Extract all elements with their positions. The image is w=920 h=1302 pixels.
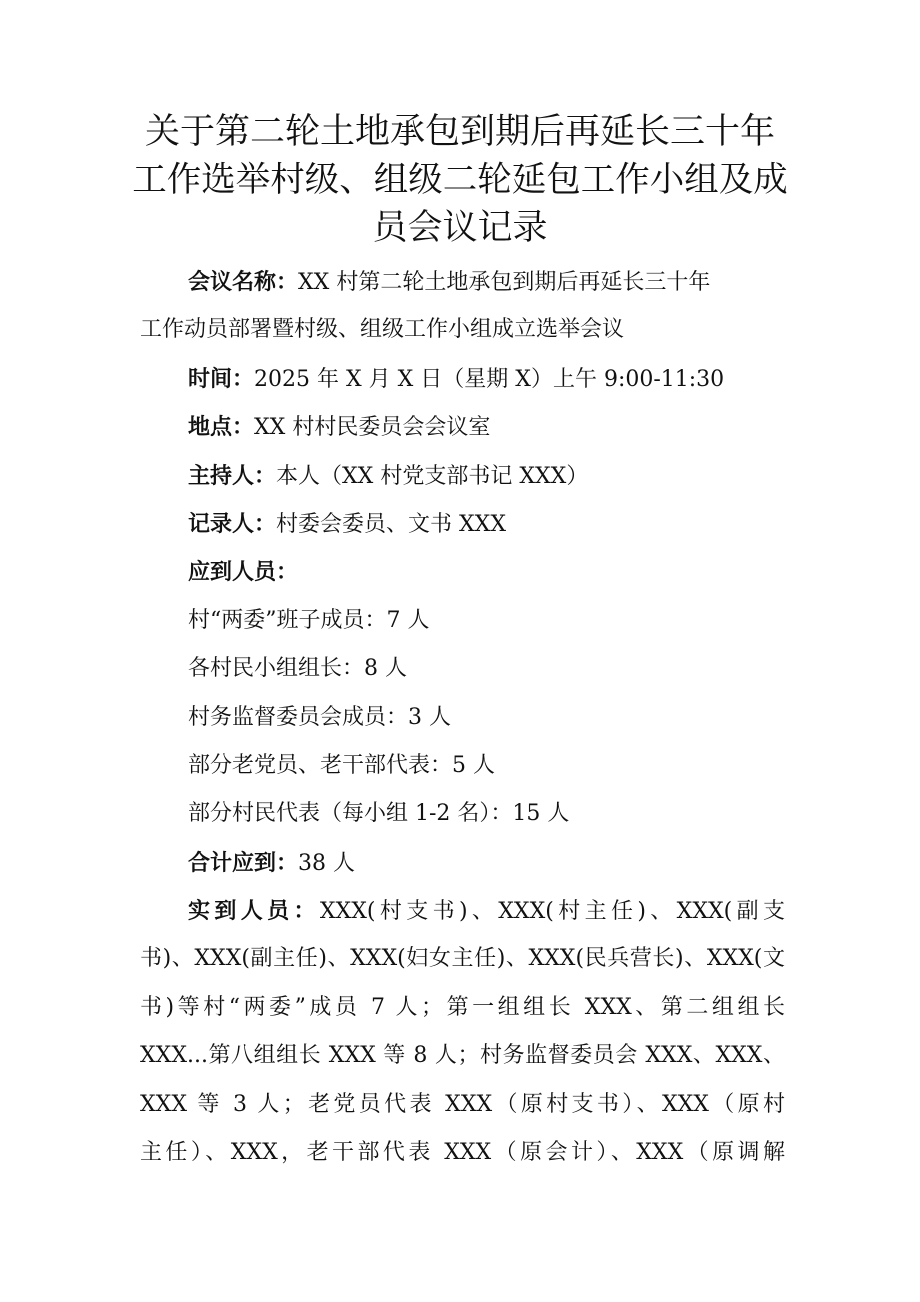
meeting-name-value: XX 村第二轮土地承包到期后再延长三十年 bbox=[298, 270, 711, 295]
meeting-name-label: 会议名称： bbox=[188, 269, 299, 295]
expected-item: 部分老党员、老干部代表：5 人 bbox=[188, 752, 495, 778]
actual-text-1: XXX(村支书)、XXX(村主任)、XXX(副支 bbox=[319, 899, 785, 925]
total-expected-line bbox=[140, 839, 785, 887]
location-value: XX 村村民委员会会议室 bbox=[254, 415, 491, 441]
actual-line-6: 主任）、XXX，老干部代表 XXX（原会计）、XXX（原调解 bbox=[140, 1140, 785, 1166]
expected-heading bbox=[140, 548, 785, 596]
location-line bbox=[140, 403, 785, 451]
host-line bbox=[140, 452, 785, 500]
time-value: 2025 年 X 月 X 日（星期 X）上午 9:00-11:30 bbox=[254, 366, 725, 392]
recorder-value: 村委会委员、文书 XXX bbox=[276, 511, 506, 537]
actual-line-1 bbox=[140, 887, 785, 935]
expected-item: 部分村民代表（每小组 1-2 名）：15 人 bbox=[188, 801, 570, 827]
meeting-name-continuation: 工作动员部署暨村级、组级工作小组成立选举会议 bbox=[140, 317, 625, 343]
expected-item: 村务监督委员会成员：3 人 bbox=[188, 704, 451, 730]
recorder-label: 记录人： bbox=[188, 510, 277, 537]
expected-item: 村“两委”班子成员：7 人 bbox=[188, 607, 430, 633]
time-label: 时间： bbox=[188, 365, 255, 392]
total-expected-label: 合计应到： bbox=[188, 849, 299, 876]
actual-line-3: 书)等村“两委”成员 7 人；第一组组长 XXX、第二组组长 bbox=[140, 994, 785, 1020]
document-body bbox=[140, 258, 785, 1177]
actual-line-5: XXX 等 3 人；老党员代表 XXX（原村支书）、XXX（原村 bbox=[140, 1091, 785, 1117]
document-title bbox=[130, 108, 790, 252]
title-line-1: 关于第二轮土地承包到期后再延长三十年 bbox=[144, 112, 775, 152]
total-expected-value: 38 人 bbox=[298, 850, 356, 876]
expected-label: 应到人员： bbox=[188, 559, 299, 586]
actual-line-4: XXX...第八组组长 XXX 等 8 人；村务监督委员会 XXX、XXX、 bbox=[140, 1043, 785, 1069]
actual-label: 实到人员： bbox=[188, 898, 320, 925]
actual-line-2: 书)、XXX(副主任)、XXX(妇女主任)、XXX(民兵营长)、XXX(文 bbox=[140, 946, 785, 972]
recorder-line bbox=[140, 500, 785, 548]
meeting-name-line bbox=[140, 258, 785, 306]
title-line-2: 工作选举村级、组级二轮延包工作小组及成 bbox=[132, 160, 788, 200]
time-line bbox=[140, 355, 785, 403]
title-line-3: 员会议记录 bbox=[372, 208, 548, 248]
location-label: 地点： bbox=[188, 414, 255, 441]
expected-item: 各村民小组组长：8 人 bbox=[188, 656, 407, 682]
host-value: 本人（XX 村党支部书记 XXX） bbox=[276, 463, 589, 489]
host-label: 主持人： bbox=[188, 462, 277, 489]
